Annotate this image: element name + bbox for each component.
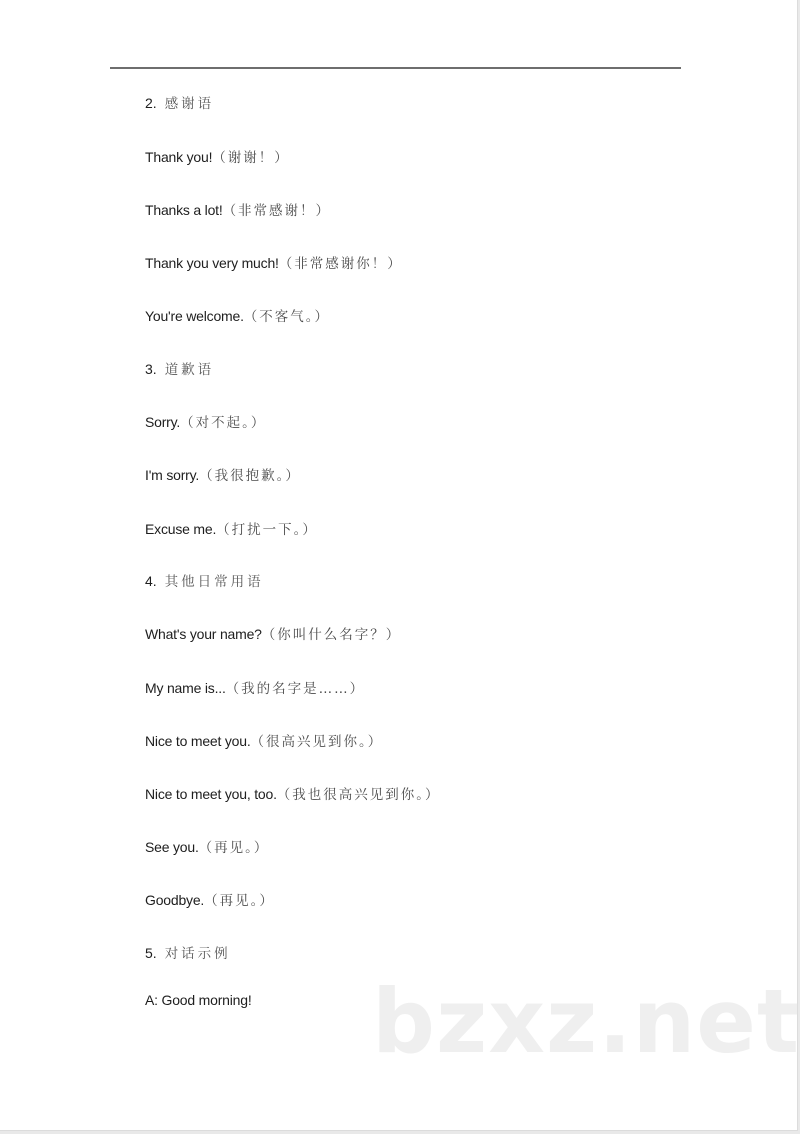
section-number: 4. bbox=[145, 573, 157, 589]
phrase-line bbox=[145, 678, 365, 698]
phrase-line bbox=[145, 465, 301, 485]
phrase-line bbox=[145, 731, 383, 751]
phrase-chinese: （我很抱歉。） bbox=[199, 468, 301, 484]
phrase-chinese: （非常感谢！） bbox=[222, 203, 332, 219]
phrase-english: Thank you! bbox=[145, 149, 213, 165]
phrase-english: See you. bbox=[145, 839, 199, 855]
section-number: 5. bbox=[145, 945, 157, 961]
phrase-line bbox=[145, 784, 441, 804]
phrase-line bbox=[145, 306, 330, 326]
phrase-line bbox=[145, 412, 266, 432]
phrase-line bbox=[145, 147, 290, 167]
phrase-chinese: （再见。） bbox=[204, 893, 275, 909]
header-rule bbox=[110, 67, 681, 69]
phrase-english: My name is... bbox=[145, 680, 226, 696]
phrase-chinese: （很高兴见到你。） bbox=[250, 734, 384, 750]
dialogue-text: A: Good morning! bbox=[145, 992, 252, 1008]
section-heading bbox=[145, 571, 264, 591]
section-heading bbox=[145, 943, 231, 963]
section-title: 对话示例 bbox=[164, 946, 231, 962]
phrase-english: Goodbye. bbox=[145, 892, 205, 908]
phrase-english: Excuse me. bbox=[145, 521, 217, 537]
phrase-chinese: （非常感谢你！） bbox=[278, 256, 403, 272]
section-number: 3. bbox=[145, 361, 157, 377]
phrase-line bbox=[145, 253, 403, 273]
phrase-line bbox=[145, 890, 275, 910]
phrase-chinese: （我也很高兴见到你。） bbox=[276, 787, 441, 803]
phrase-chinese: （你叫什么名字？） bbox=[261, 627, 402, 643]
section-heading bbox=[145, 93, 214, 113]
phrase-chinese: （再见。） bbox=[198, 840, 270, 856]
dialogue-line bbox=[145, 990, 252, 1010]
watermark: bzxz.net bbox=[372, 970, 800, 1073]
section-title: 道歉语 bbox=[164, 362, 215, 378]
phrase-english: Nice to meet you, too. bbox=[145, 786, 277, 802]
phrase-english: Nice to meet you. bbox=[145, 733, 251, 749]
phrase-chinese: （打扰一下。） bbox=[216, 522, 318, 538]
phrase-english: I'm sorry. bbox=[145, 467, 200, 483]
phrase-line bbox=[145, 519, 318, 539]
phrase-chinese: （我的名字是……） bbox=[225, 681, 366, 697]
phrase-english: What's your name? bbox=[145, 626, 262, 642]
phrase-chinese: （对不起。） bbox=[180, 415, 267, 431]
section-number: 2. bbox=[145, 95, 157, 111]
phrase-english: Sorry. bbox=[145, 414, 181, 430]
phrase-line bbox=[145, 200, 331, 220]
section-heading bbox=[145, 359, 214, 379]
phrase-chinese: （不客气。） bbox=[243, 309, 331, 325]
phrase-chinese: （谢谢！） bbox=[212, 150, 290, 166]
phrase-line bbox=[145, 624, 401, 644]
phrase-english: Thanks a lot! bbox=[145, 202, 223, 218]
phrase-line bbox=[145, 837, 269, 857]
section-title: 感谢语 bbox=[164, 96, 215, 112]
section-title: 其他日常用语 bbox=[164, 574, 264, 590]
phrase-english: You're welcome. bbox=[145, 308, 244, 324]
phrase-english: Thank you very much! bbox=[145, 255, 279, 271]
